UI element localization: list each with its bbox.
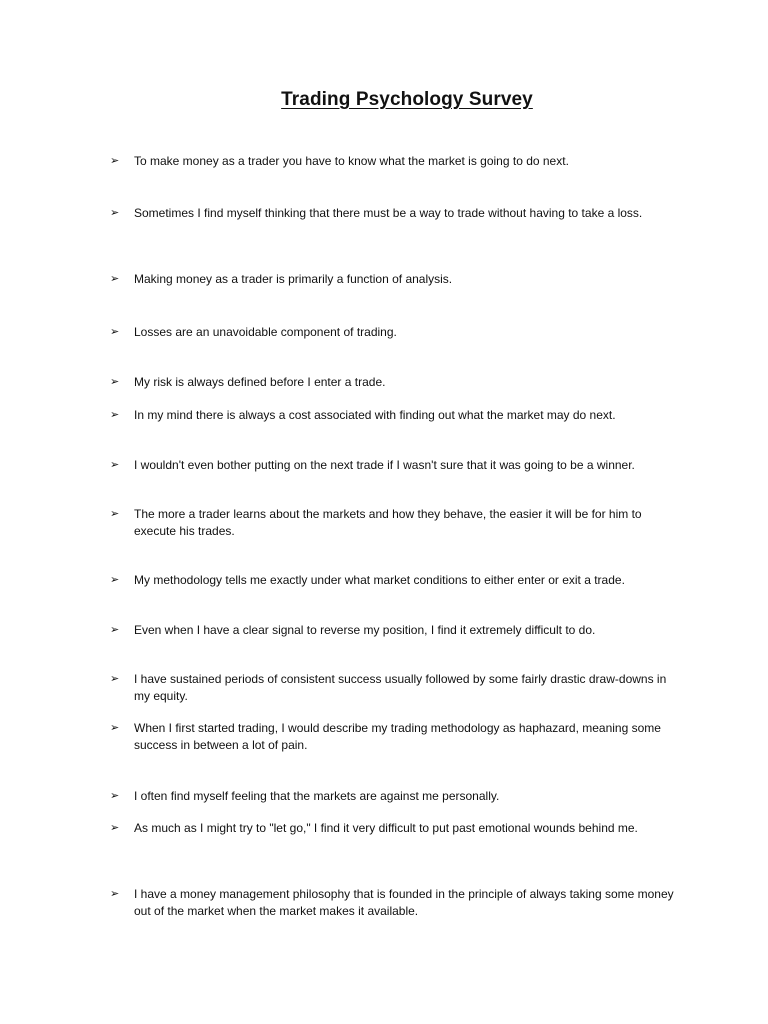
list-item xyxy=(110,720,680,754)
list-item-text: I have sustained periods of consistent success usually followed by some fairly drastic draw-downs in my equity. xyxy=(134,672,667,703)
list-item-text: As much as I might try to "let go," I find it very difficult to put past emotional wounds behind me. xyxy=(134,821,638,835)
page-title: Trading Psychology Survey xyxy=(281,89,533,110)
arrow-bullet-icon: ➢ xyxy=(110,722,120,734)
list-item xyxy=(110,572,680,589)
arrow-bullet-icon: ➢ xyxy=(110,273,120,285)
arrow-bullet-icon: ➢ xyxy=(110,790,120,802)
list-item-text: In my mind there is always a cost associated with finding out what the market may do next. xyxy=(134,408,616,422)
list-item-text: When I first started trading, I would describe my trading methodology as haphazard, meaning some success in between a lot of pain. xyxy=(134,721,661,752)
list-item xyxy=(110,457,680,474)
arrow-bullet-icon: ➢ xyxy=(110,409,120,421)
arrow-bullet-icon: ➢ xyxy=(110,459,120,471)
list-item-text: The more a trader learns about the markets and how they behave, the easier it will be for him to execute his trades. xyxy=(134,507,642,538)
list-item-text: Even when I have a clear signal to reverse my position, I find it extremely difficult to do. xyxy=(134,623,596,637)
list-item xyxy=(110,407,680,424)
list-item-text: Losses are an unavoidable component of trading. xyxy=(134,325,397,339)
list-item-text: My methodology tells me exactly under what market conditions to either enter or exit a trade. xyxy=(134,573,625,587)
list-item-text: I often find myself feeling that the markets are against me personally. xyxy=(134,789,500,803)
list-item xyxy=(110,153,680,170)
arrow-bullet-icon: ➢ xyxy=(110,888,120,900)
list-item xyxy=(110,205,680,222)
arrow-bullet-icon: ➢ xyxy=(110,155,120,167)
arrow-bullet-icon: ➢ xyxy=(110,574,120,586)
list-item-text: I wouldn't even bother putting on the next trade if I wasn't sure that it was going to be a winner. xyxy=(134,458,635,472)
list-item-text: My risk is always defined before I enter a trade. xyxy=(134,375,386,389)
arrow-bullet-icon: ➢ xyxy=(110,326,120,338)
list-item xyxy=(110,374,680,391)
arrow-bullet-icon: ➢ xyxy=(110,673,120,685)
list-item-text: To make money as a trader you have to know what the market is going to do next. xyxy=(134,154,569,168)
list-item xyxy=(110,506,680,540)
arrow-bullet-icon: ➢ xyxy=(110,624,120,636)
list-item xyxy=(110,622,680,639)
list-item xyxy=(110,671,680,705)
arrow-bullet-icon: ➢ xyxy=(110,207,120,219)
arrow-bullet-icon: ➢ xyxy=(110,376,120,388)
list-item xyxy=(110,788,680,805)
list-item-text: Sometimes I find myself thinking that there must be a way to trade without having to take a loss. xyxy=(134,206,643,220)
arrow-bullet-icon: ➢ xyxy=(110,508,120,520)
list-item-text: Making money as a trader is primarily a function of analysis. xyxy=(134,272,453,286)
list-item xyxy=(110,271,680,288)
list-item xyxy=(110,324,680,341)
list-item xyxy=(110,886,680,920)
arrow-bullet-icon: ➢ xyxy=(110,822,120,834)
list-item xyxy=(110,820,680,837)
list-item-text: I have a money management philosophy that is founded in the principle of always taking some money out of the market when the market makes it available. xyxy=(134,887,674,918)
